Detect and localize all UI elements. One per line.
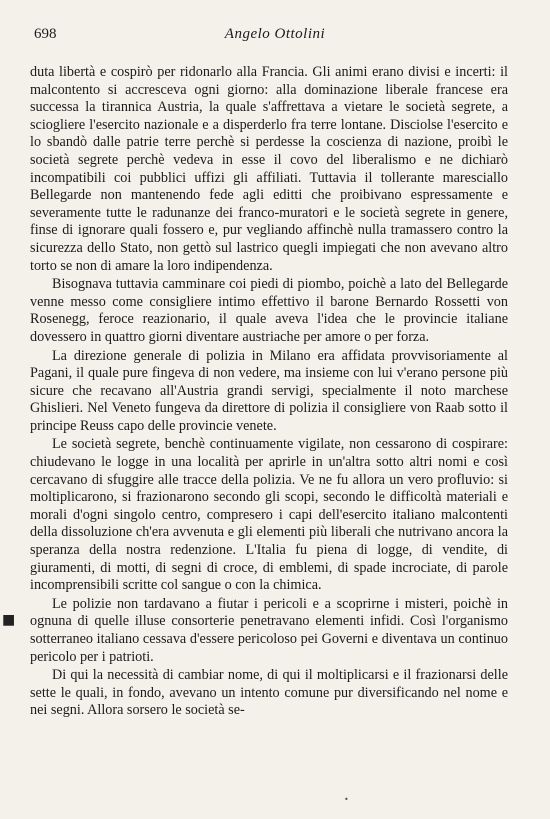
stray-dot-mark: • [344, 795, 349, 804]
paragraph: Le polizie non tardavano a fiutar i pericoli e a scoprirne i misteri, poichè in ognuna di quelle illuse consorterie penetravano elementi infidi. Così l'organismo sotterraneo italiano cessava d'essere pericoloso pei Governi e diventava un continuo pericolo per i patrioti. [30, 595, 508, 665]
margin-mark: ■ [2, 612, 16, 628]
paragraph: duta libertà e cospirò per ridonarlo alla Francia. Gli animi erano divisi e incerti: il malcontento si accresceva ogni giorno: alla dominazione liberale francese era successa la tirannica Austria, la quale s'affrettava a vietare le società segrete, a sciogliere l'esercito nazionale e a disperderlo fra terre lontane. Disciolse l'esercito e lo sbandò dalle patrie terre perchè si perdesse la coscienza di nazione, proibì le società segrete perchè vedeva in esse il covo del liberalismo e ne dichiarò incompatibili coi pubblici uffizi gli affiliati. Tuttavia il tollerante maresciallo Bellegarde non mantenendo fede agli editti che proibivano espressamente e severamente tutte le radunanze dei franco-muratori e le società segrete in genere, finse di ignorare quali fossero e, pur vegliando affinchè nulla tramassero contro la sicurezza dello Stato, non gettò sul lastrico quegli impiegati che non avevano altro torto se non di amare la loro indipendenza. [30, 64, 508, 274]
paragraph: Le società segrete, benchè continuamente vigilate, non cessarono di cospirare: chiudevano le logge in una località per aprirle in un'altra sotto altri nomi e così cercavano di sfuggire alle tracce della polizia. Ve ne fu allora un vero profluvio: si moltiplicarono, si frazionarono secondo gli scopi, secondo le difficoltà materiali e morali d'ogni singolo centro, compresero i capi dell'esercito italiano malcontenti della dissoluzione ch'era avvenuta e gli elementi più liberali che nutrivano ancora la speranza della nostra redenzione. L'Italia fu piena di logge, di vendite, di giuramenti, di motti, di segni di croce, di emblemi, di spade incrociate, di parole incomprensibili scritte col sangue o con la chimica. [30, 436, 508, 594]
body-text [30, 64, 508, 721]
page-header [30, 26, 520, 48]
running-head: Angelo Ottolini [224, 26, 326, 42]
paragraph: Bisognava tuttavia camminare coi piedi di piombo, poichè a lato del Bellegarde venne messo come consigliere intimo effettivo il barone Bernardo Rossetti von Rosenegg, feroce reazionario, il quale aveva l'idea che le provincie italiane dovessero in quattro giorni diventare austriache per amore o per forza. [30, 276, 508, 345]
paragraph: Di qui la necessità di cambiar nome, di qui il moltiplicarsi e il frazionarsi delle sette le quali, in fondo, avevano un intento comune pur diversificando nel nome e nei segni. Allora sorsero le società se- [30, 667, 508, 719]
paragraph: La direzione generale di polizia in Milano era affidata provvisoriamente al Pagani, il quale pure fingeva di non vedere, ma insieme con lui v'erano persone più sicure che recavano all'Austria grandi servigi, specialmente il noto marchese Ghislieri. Nel Veneto fungeva da direttore di polizia il consigliere von Raab sotto il principe Reuss capo delle provincie venete. [30, 347, 508, 434]
page-number: 698 [34, 26, 57, 42]
